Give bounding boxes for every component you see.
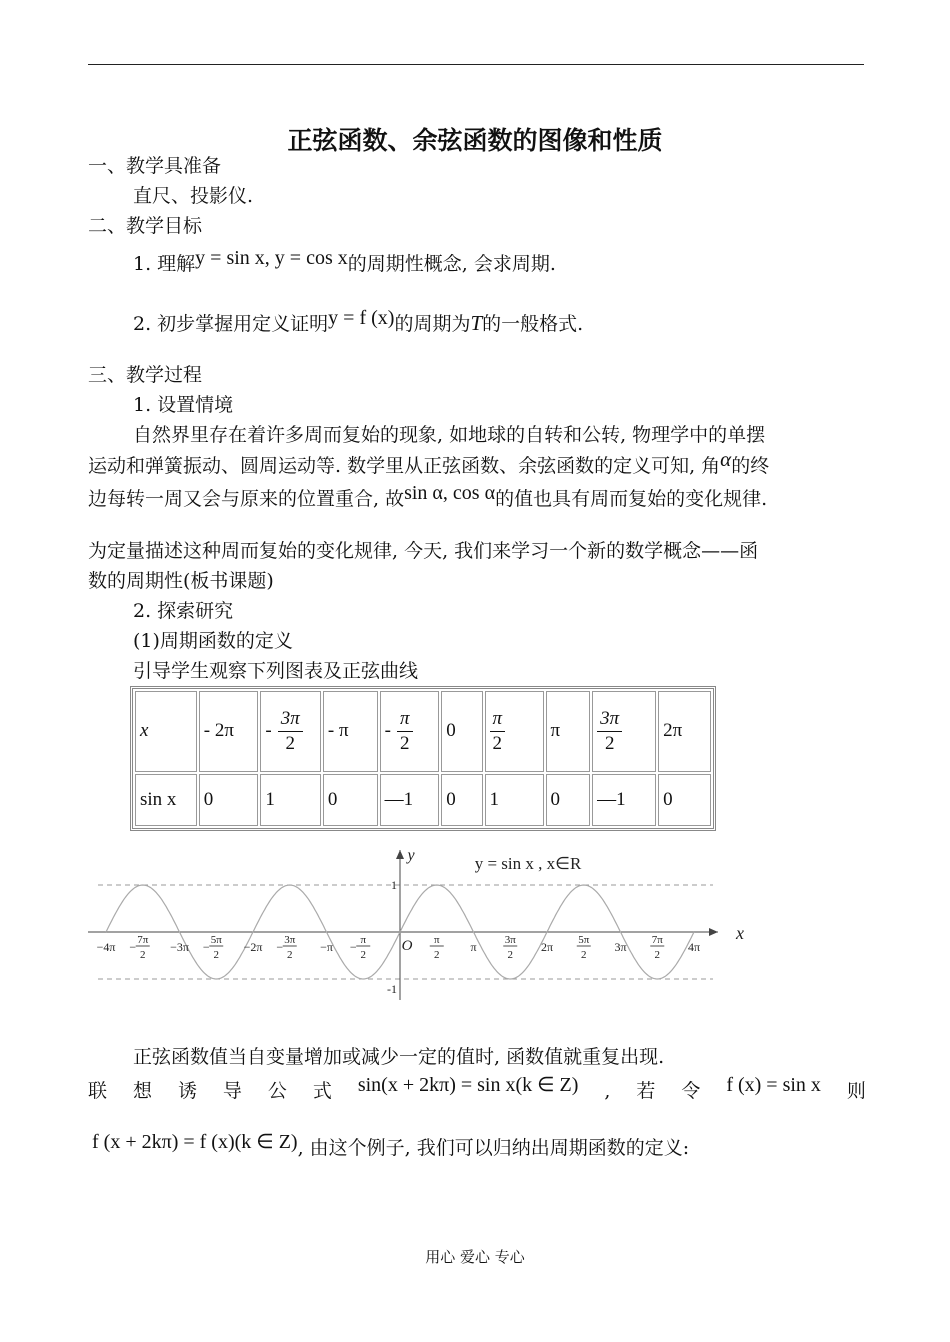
cell-text: 2π: [663, 720, 683, 742]
after-para-3-text: , 由这个例子, 我们可以归纳出周期函数的定义:: [297, 1137, 690, 1159]
chart-title: y = sin x , x∈R: [474, 854, 582, 873]
x-tick-denominator: 2: [507, 949, 513, 961]
x-tick-label: 3π: [614, 940, 627, 954]
para-2-line-1: 为定量描述这种周而复始的变化规律, 今天, 我们来学习一个新的数学概念——函: [88, 540, 759, 562]
goal-1: [133, 247, 556, 277]
goal-2-mid: 的周期为: [394, 313, 471, 335]
fraction-denominator: 2: [604, 732, 615, 754]
x-tick-numerator: π: [360, 934, 367, 946]
para-1-line-3a: 边每转一周又会与原来的位置重合, 故: [88, 488, 405, 510]
word-ling: 令: [681, 1080, 701, 1102]
section-1-heading: 一、教学具准备: [88, 155, 222, 177]
x-tick-numerator: 5π: [578, 934, 590, 946]
x-tick-denominator: 2: [581, 949, 587, 961]
x-tick-denominator: 2: [654, 949, 661, 961]
sub-heading-periodic-def: (1)周期函数的定义: [133, 630, 293, 652]
x-tick-numerator: 7π: [651, 934, 663, 946]
spaced-char: 式: [312, 1080, 332, 1102]
x-tick-label: −2π: [243, 940, 263, 954]
x-tick-label: −4π: [96, 940, 116, 954]
x-tick-label: 4π: [687, 940, 701, 954]
x-tick-numerator: 3π: [504, 934, 516, 946]
x-tick-numerator: 5π: [210, 934, 222, 946]
x-tick-sign: −: [129, 940, 137, 954]
table-cell-sinx-0: sin x: [135, 774, 197, 826]
comma: ,: [604, 1080, 611, 1102]
section-3-heading: 三、教学过程: [88, 364, 203, 386]
fraction-numerator: 3π: [597, 707, 622, 732]
word-ze: 则: [846, 1080, 866, 1102]
y-axis-label: y: [407, 847, 415, 864]
goal-2-suffix: 的一般格式.: [482, 313, 584, 335]
table-cell-x-0: [135, 691, 197, 772]
periodic-identity-formula: f (x + 2kπ) = f (x)(k ∈ Z): [92, 1131, 298, 1153]
fraction-denominator: 2: [285, 732, 295, 754]
y-tick-label: 1: [391, 878, 397, 892]
table-cell-sinx-9: 0: [658, 774, 711, 826]
after-para-1: 正弦函数值当自变量增加或减少一定的值时, 函数值就重复出现.: [133, 1046, 665, 1068]
fraction: [490, 707, 506, 756]
table-cell-sinx-6: 1: [485, 774, 544, 826]
y-tick-label: -1: [387, 982, 397, 996]
y-axis-arrow: [396, 850, 404, 859]
para-1-line-2: [88, 447, 770, 479]
fraction-numerator: π: [397, 707, 413, 732]
spaced-char: 公: [267, 1080, 287, 1102]
table-row-x: [135, 691, 711, 772]
step-2-heading: 2. 探索研究: [133, 600, 234, 622]
x-tick-label: −π: [320, 940, 333, 954]
page-title: 正弦函数、余弦函数的图像和性质: [287, 126, 663, 155]
fraction-denominator: 2: [492, 732, 503, 754]
goal-2-prefix: 2. 初步掌握用定义证明: [133, 313, 329, 335]
para-2-line-2: 数的周期性(板书课题): [88, 570, 274, 592]
spaced-char: 联: [88, 1080, 108, 1102]
para-1-line-3: [88, 482, 768, 512]
fraction-numerator: π: [490, 707, 506, 732]
step-1-heading: 1. 设置情境: [133, 394, 234, 416]
cell-text: x: [140, 720, 149, 742]
table-row-sinx: [135, 774, 711, 826]
x-tick-label: 2π: [540, 940, 554, 954]
table-cell-x-8: [592, 691, 656, 772]
x-tick-sign: −: [202, 940, 210, 954]
after-para-2: [88, 1076, 866, 1106]
after-para-3: [92, 1131, 690, 1161]
table-cell-sinx-7: 0: [546, 774, 591, 826]
table-cell-sinx-4: —1: [380, 774, 440, 826]
minus-sign: -: [265, 719, 272, 741]
x-axis-label: x: [736, 923, 744, 943]
section-1-item: 直尺、投影仪.: [133, 185, 254, 207]
word-ruo: 若: [636, 1080, 656, 1102]
guide-text: 引导学生观察下列图表及正弦曲线: [133, 660, 419, 682]
table-cell-sinx-1: 0: [199, 774, 259, 826]
x-tick-denominator: 2: [434, 949, 440, 961]
table-cell-sinx-5: 0: [441, 774, 482, 826]
table-cell-x-1: [199, 691, 259, 772]
goal-1-prefix: 1. 理解: [133, 253, 196, 275]
section-2-heading: 二、教学目标: [88, 215, 203, 237]
x-tick-label: π: [470, 940, 477, 954]
minus-sign: -: [384, 719, 391, 741]
table-cell-x-7: [546, 691, 591, 772]
cell-text: 0: [446, 720, 456, 742]
table-cell-x-3: [323, 691, 378, 772]
table-cell-sinx-3: 0: [323, 774, 378, 826]
x-tick-numerator: 7π: [137, 934, 149, 946]
x-tick-denominator: 2: [213, 949, 219, 961]
table-cell-x-6: [485, 691, 544, 772]
x-tick-sign: −: [276, 940, 284, 954]
origin-label: O: [401, 938, 413, 954]
cell-text: - 2π: [203, 720, 234, 742]
cell-text: π: [550, 720, 561, 742]
table-cell-sinx-2: 1: [260, 774, 321, 826]
x-tick-denominator: 2: [139, 949, 146, 961]
fraction: [597, 707, 622, 756]
footer: 用心 爱心 专心: [425, 1248, 525, 1266]
spaced-char: 想: [132, 1080, 152, 1102]
para-1-line-2a: 运动和弹簧振动、圆周运动等. 数学里从正弦函数、余弦函数的定义可知, 角: [88, 455, 721, 477]
sin-cos-alpha-formula: sin α, cos α: [404, 482, 496, 504]
table-cell-x-5: [441, 691, 482, 772]
x-tick-denominator: 2: [287, 949, 293, 961]
induced-formula: sin(x + 2kπ) = sin x(k ∈ Z): [357, 1074, 579, 1096]
goal-2-formula: y = f (x): [328, 307, 395, 329]
goal-2: [133, 307, 584, 337]
sine-curve-chart: [88, 840, 768, 1010]
para-1-line-1: 自然界里存在着许多周而复始的现象, 如地球的自转和公转, 物理学中的单摆: [133, 424, 766, 446]
goal-2-T: T: [470, 311, 483, 335]
fx-sin-formula: f (x) = sin x: [726, 1074, 821, 1096]
spaced-char: 诱: [177, 1080, 197, 1102]
alpha-symbol: α: [720, 447, 732, 471]
para-1-line-3b: 的值也具有周而复始的变化规律.: [495, 488, 768, 510]
fraction-denominator: 2: [400, 732, 410, 754]
fraction: [278, 707, 303, 756]
x-tick-denominator: 2: [360, 949, 366, 961]
table-cell-x-2: [260, 691, 321, 772]
x-tick-label: −3π: [170, 940, 189, 954]
fraction: [397, 707, 413, 756]
x-tick-numerator: 3π: [284, 934, 296, 946]
x-tick-sign: −: [349, 940, 357, 954]
cell-text: - π: [327, 720, 349, 742]
x-axis-arrow: [709, 928, 718, 936]
table-cell-sinx-8: —1: [592, 774, 656, 826]
spaced-char: 导: [222, 1080, 242, 1102]
goal-1-formula: y = sin x, y = cos x: [195, 247, 348, 269]
x-tick-numerator: π: [433, 934, 440, 946]
fraction-numerator: 3π: [278, 707, 303, 732]
table-cell-x-9: [658, 691, 711, 772]
para-1-line-2b: 的终: [731, 455, 770, 477]
table-cell-x-4: [380, 691, 440, 772]
header-rule: [88, 64, 864, 65]
sin-value-table: [130, 686, 716, 831]
goal-1-suffix: 的周期性概念, 会求周期.: [347, 253, 556, 275]
